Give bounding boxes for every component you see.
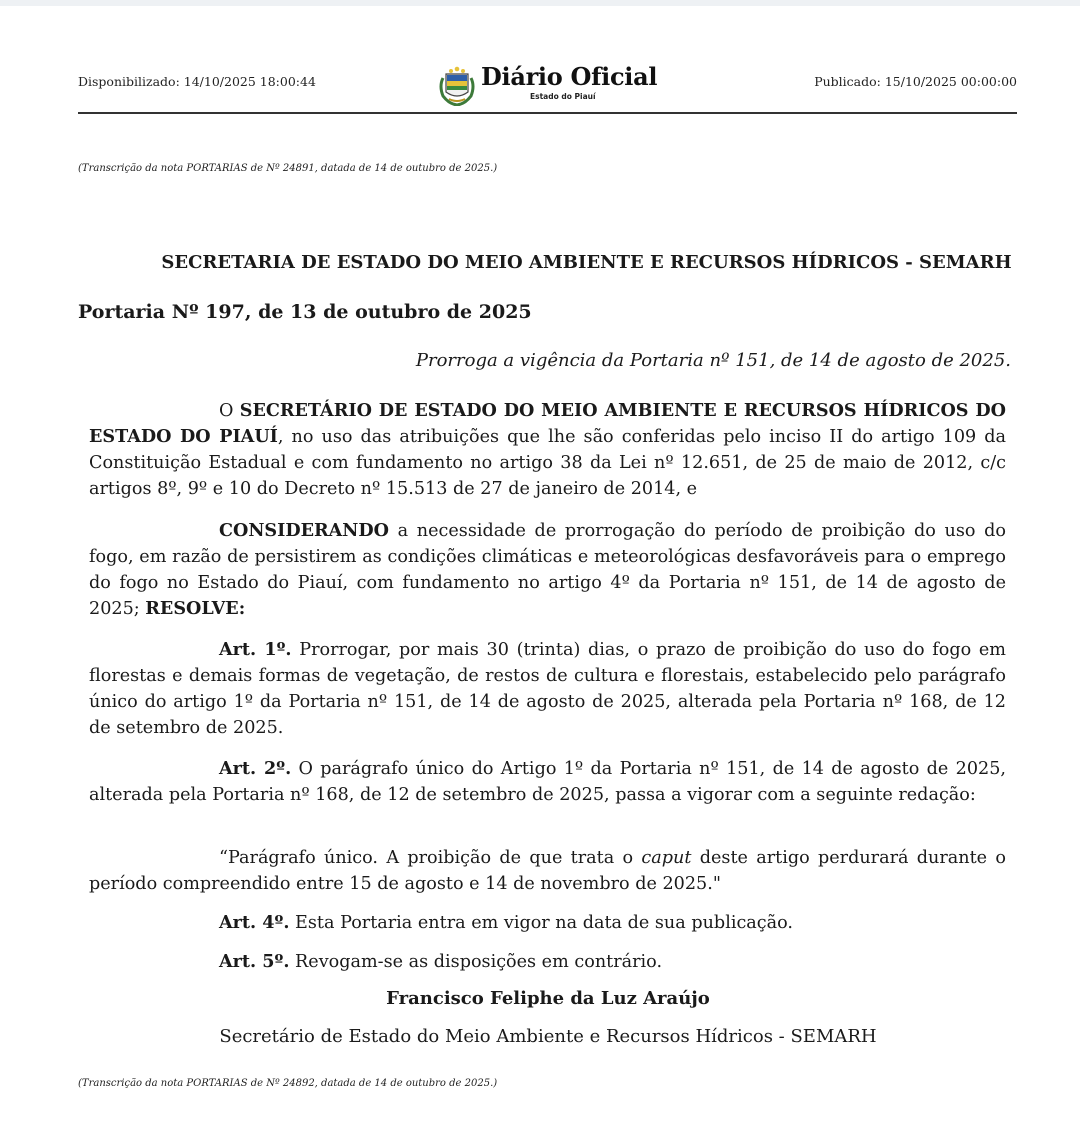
logo-subtitle: Estado do Piauí [530,92,596,101]
art5-paragraph [219,951,662,972]
considerando-label: CONSIDERANDO [219,520,389,541]
considerando-paragraph [89,518,1006,622]
art4-label: Art. 4º. [219,912,290,933]
page-header [78,58,1017,112]
header-divider [78,112,1017,114]
preambulo-text: , no uso das atribuições que lhe são conferidas pelo inciso II do artigo 109 da Constituição Estadual e com fundamento no artigo 38 da Lei nº 12.651, de 25 de maio de 2012, c/c artigos 8º, 9º e 10 do Decreto nº 15.513 de 27 de janeiro de 2014, e [89,427,1006,499]
publicado-timestamp: Publicado: 15/10/2025 00:00:00 [814,74,1017,89]
secretaria-heading: SECRETARIA DE ESTADO DO MEIO AMBIENTE E RECURSOS HÍDRICOS - SEMARH [161,252,1012,273]
art5-text: Revogam-se as disposições em contrário. [289,952,663,972]
transcription-note-bottom: (Transcrição da nota PORTARIAS de Nº 24892, datada de 14 de outubro de 2025.) [78,1078,498,1089]
top-band [0,0,1080,6]
art1-paragraph [89,637,1006,741]
logo-title: Diário Oficial [481,62,658,91]
ementa: Prorroga a vigência da Portaria nº 151, de 14 de agosto de 2025. [415,350,1011,371]
preambulo-bold: SECRETÁRIO DE ESTADO DO MEIO AMBIENTE E RECURSOS HÍDRICOS DO ESTADO DO PIAUÍ [89,400,1006,447]
signer-title: Secretário de Estado do Meio Ambiente e Recursos Hídricos - SEMARH [219,1026,877,1047]
art5-label: Art. 5º. [219,951,290,972]
art1-label: Art. 1º. [219,639,292,660]
transcription-note-top: (Transcrição da nota PORTARIAS de Nº 24891, datada de 14 de outubro de 2025.) [78,163,498,174]
preambulo-lead: O [219,401,240,421]
art2-text: O parágrafo único do Artigo 1º da Portaria nº 151, de 14 de agosto de 2025, alterada pela Portaria nº 168, de 12 de setembro de 2025, passa a vigorar com a seguinte redação: [89,759,1006,805]
signer-name: Francisco Feliphe da Luz Araújo [386,988,710,1009]
quote-after: deste artigo perdurará durante o período compreendido entre 15 de agosto e 14 de novembro de 2025." [89,848,1006,894]
quote-caput: caput [641,848,692,868]
art4-paragraph [219,912,793,933]
disponibilizado-timestamp: Disponibilizado: 14/10/2025 18:00:44 [78,74,316,89]
portaria-title: Portaria Nº 197, de 13 de outubro de 2025 [78,301,532,323]
art4-text: Esta Portaria entra em vigor na data de sua publicação. [289,913,794,933]
considerando-text: a necessidade de prorrogação do período de proibição do uso do fogo, em razão de persistirem as condições climáticas e meteorológicas desfavoráveis para o emprego do fogo no Estado do Piauí, com fundamento no artigo 4º da Portaria nº 151, de 14 de agosto de 2025; [89,521,1006,619]
coat-of-arms-icon [437,62,477,106]
preambulo-paragraph [89,398,1006,502]
art1-text: Prorrogar, por mais 30 (trinta) dias, o prazo de proibição do uso do fogo em florestas e demais formas de vegetação, de restos de cultura e florestais, estabelecido pelo parágrafo único do artigo 1º da Portaria nº 151, de 14 de agosto de 2025, alterada pela Portaria nº 168, de 12 de setembro de 2025. [89,640,1006,738]
art2-paragraph [89,756,1006,808]
resolve-label: RESOLVE: [145,598,246,619]
diario-oficial-logo [437,62,677,104]
quote-paragraph [89,845,1006,897]
quote-before: “Parágrafo único. A proibição de que trata o [219,848,642,868]
art2-label: Art. 2º. [219,758,292,779]
